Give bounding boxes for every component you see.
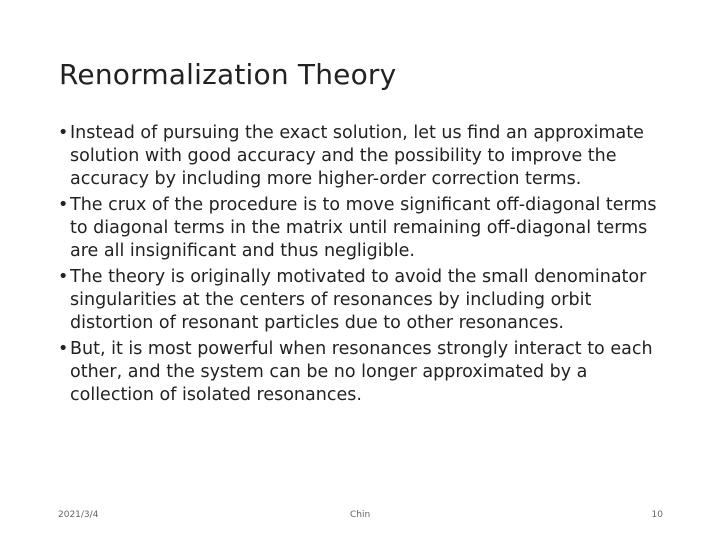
- bullet-text: The crux of the procedure is to move significant off-diagonal terms to diagonal terms in the matrix until remaining off-diagonal terms are all insignificant and thus negligible.: [70, 195, 657, 261]
- bullet-item: [58, 266, 668, 335]
- bullet-mark: •: [58, 267, 69, 287]
- footer-page-number: 10: [651, 510, 663, 520]
- footer-author: Chin: [350, 510, 371, 520]
- slide-title: Renormalization Theory: [59, 58, 397, 91]
- bullet-item: [58, 122, 668, 191]
- footer-date: 2021/3/4: [58, 510, 99, 520]
- bullet-text: Instead of pursuing the exact solution, let us find an approximate solution with good accuracy and the possibility to improve the accuracy by including more higher-order correction terms.: [70, 123, 644, 189]
- bullet-text: The theory is originally motivated to avoid the small denominator singularities at the centers of resonances by including orbit distortion of resonant particles due to other resonances.: [70, 267, 647, 333]
- bullet-item: [58, 338, 668, 407]
- bullet-text: But, it is most powerful when resonances strongly interact to each other, and the system can be no longer approximated by a collection of isolated resonances.: [70, 339, 653, 405]
- bullet-list: [58, 122, 668, 410]
- bullet-mark: •: [58, 195, 69, 215]
- bullet-item: [58, 194, 668, 263]
- bullet-mark: •: [58, 123, 69, 143]
- bullet-mark: •: [58, 339, 69, 359]
